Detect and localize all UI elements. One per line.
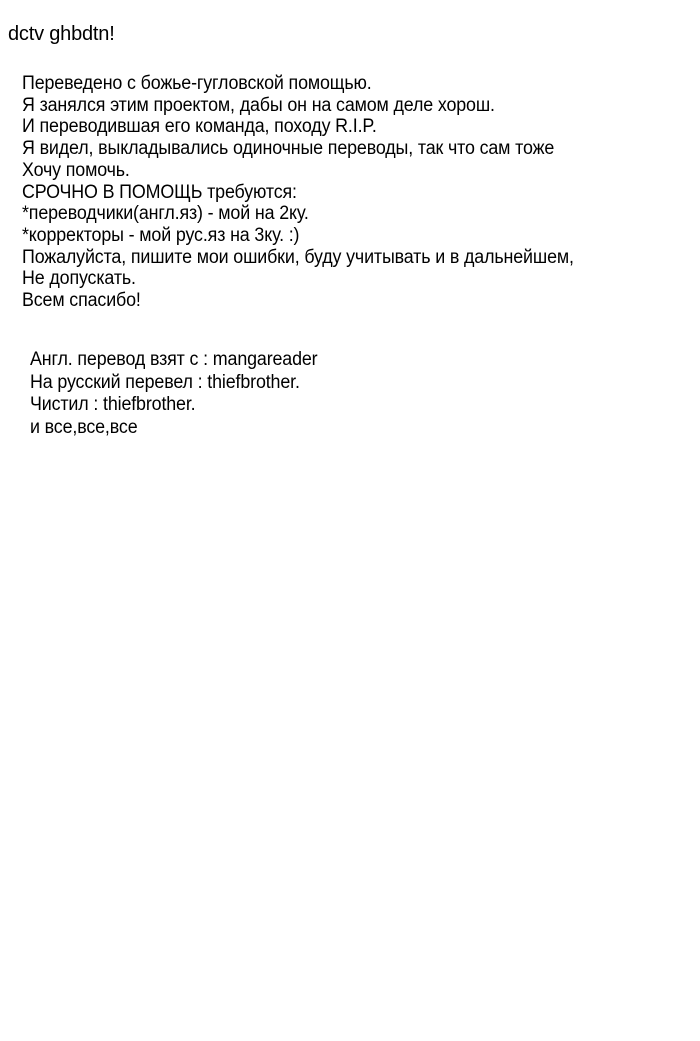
note-line: СРОЧНО В ПОМОЩЬ требуются: (22, 181, 297, 203)
note-line: Всем спасибо! (22, 290, 141, 312)
note-line: Не допускать. (22, 268, 136, 290)
note-line: *корректоры - мой рус.яз на 3ку. :) (22, 224, 300, 246)
credit-line: Англ. перевод взят с : mangareader (30, 349, 318, 370)
note-line: *переводчики(англ.яз) - мой на 2ку. (22, 203, 309, 225)
credit-line: Чистил : thiefbrother. (30, 394, 196, 415)
note-line: Я видел, выкладывались одиночные переводы, так что сам тоже (22, 138, 555, 160)
note-line: Хочу помочь. (22, 159, 130, 181)
credit-line: и все,все,все (30, 416, 138, 438)
credit-line: На русский перевел : thiefbrother. (30, 371, 300, 393)
page-heading: dctv ghbdtn! (8, 23, 115, 45)
note-line: И переводившая его команда, походу R.I.P. (22, 116, 377, 138)
credits-block (30, 349, 336, 439)
note-line: Пожалуйста, пишите мои ошибки, буду учитывать и в дальнейшем, (22, 246, 574, 268)
translator-notes (22, 73, 609, 312)
note-line: Я занялся этим проектом, дабы он на самом деле хорош. (22, 94, 495, 116)
note-line: Переведено с божье-гугловской помощью. (22, 73, 372, 94)
